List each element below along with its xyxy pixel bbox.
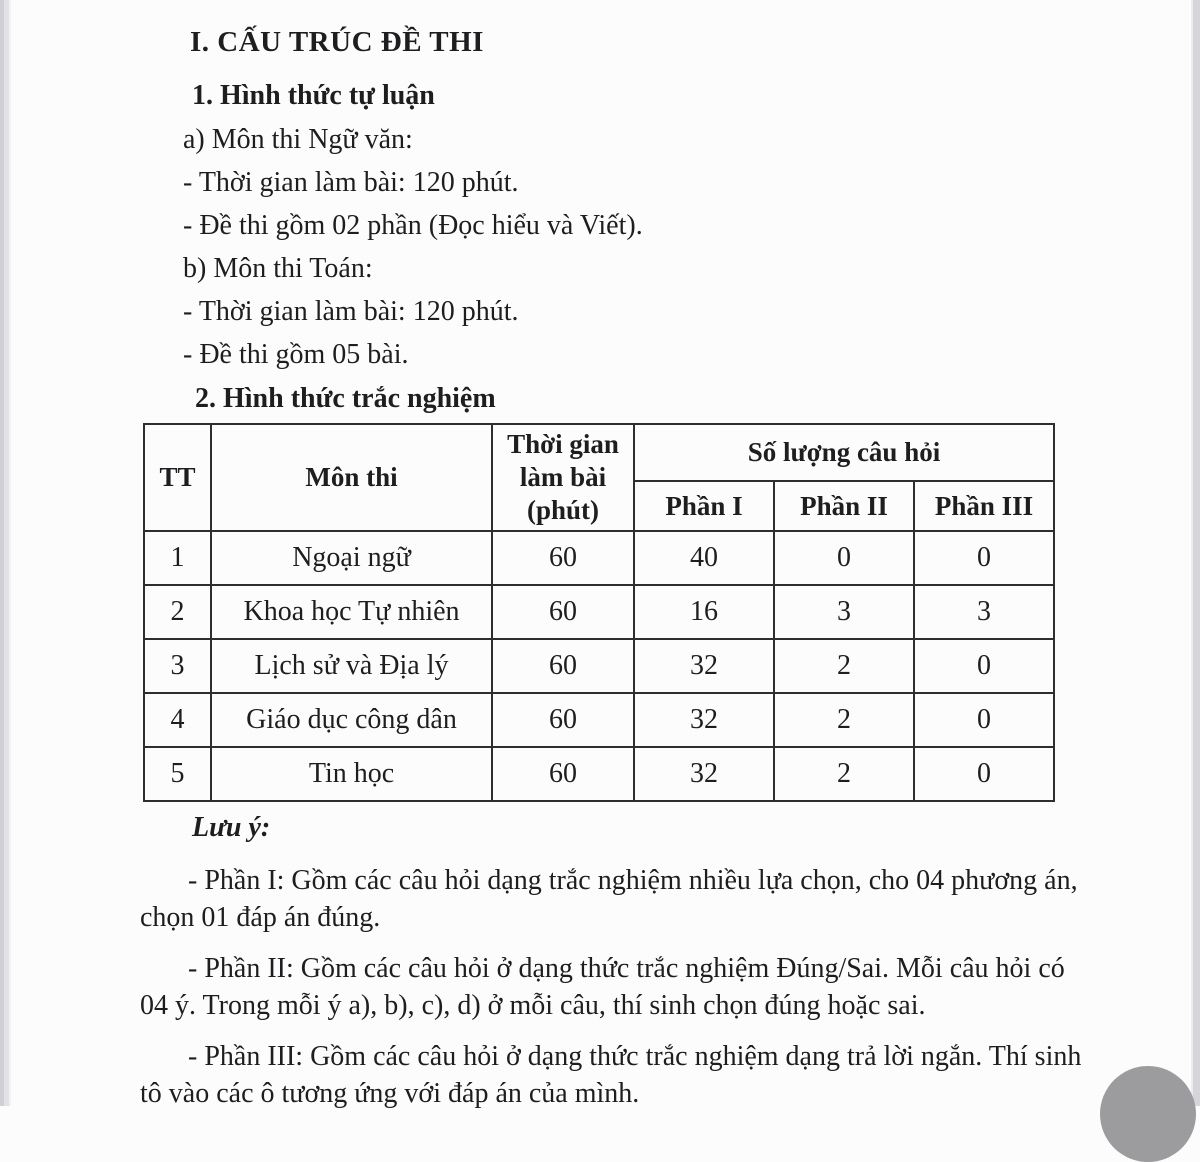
cell-part2: 3 [774,585,914,639]
cell-part1: 32 [634,639,774,693]
cell-part1: 16 [634,585,774,639]
cell-time: 60 [492,747,634,801]
line-subject-literature: a) Môn thi Ngữ văn: [183,124,413,155]
cell-subject: Giáo dục công dân [211,693,492,747]
scan-edge-right [1191,0,1200,1106]
cell-part2: 2 [774,693,914,747]
cell-part3: 0 [914,747,1054,801]
cell-tt: 2 [144,585,211,639]
section1-heading: 1. Hình thức tự luận [192,80,435,111]
cell-tt: 4 [144,693,211,747]
section1-body [183,118,643,376]
table-row [144,747,1054,801]
line-literature-parts: - Đề thi gồm 02 phần (Đọc hiểu và Viết). [183,210,643,241]
table-row [144,639,1054,693]
document-title: I. CẤU TRÚC ĐỀ THI [190,26,484,58]
scan-edge-left [0,0,11,1106]
cell-time: 60 [492,639,634,693]
cell-subject: Khoa học Tự nhiên [211,585,492,639]
note-part3: - Phần III: Gồm các câu hỏi ở dạng thức trắc nghiệm dạng trả lời ngắn. Thí sinh tô vào các ô tương ứng với đáp án của mình. [140,1041,1082,1109]
section2-heading: 2. Hình thức trắc nghiệm [195,383,496,414]
cell-part3: 3 [914,585,1054,639]
cell-time: 60 [492,693,634,747]
notes-section [140,808,1090,1112]
note-part2: - Phần II: Gồm các câu hỏi ở dạng thức trắc nghiệm Đúng/Sai. Mỗi câu hỏi có 04 ý. Trong mỗi ý a), b), c), d) ở mỗi câu, thí sinh chọn đúng hoặc sai. [140,953,1065,1021]
cell-part1: 40 [634,531,774,585]
cell-part2: 2 [774,747,914,801]
cell-part3: 0 [914,639,1054,693]
table-row [144,531,1054,585]
cell-tt: 1 [144,531,211,585]
cell-tt: 3 [144,639,211,693]
col-header-time: Thời gian làm bài (phút) [492,424,634,531]
cell-part1: 32 [634,747,774,801]
exam-structure-table [143,423,1055,802]
cell-part3: 0 [914,531,1054,585]
corner-circle-decoration [1100,1066,1196,1162]
col-header-part3: Phần III [914,481,1054,531]
cell-part2: 0 [774,531,914,585]
cell-part1: 32 [634,693,774,747]
col-header-tt: TT [144,424,211,531]
table-row [144,585,1054,639]
cell-subject: Tin học [211,747,492,801]
cell-time: 60 [492,585,634,639]
cell-subject: Ngoại ngữ [211,531,492,585]
cell-part2: 2 [774,639,914,693]
cell-subject: Lịch sử và Địa lý [211,639,492,693]
notes-heading: Lưu ý: [192,812,271,843]
cell-time: 60 [492,531,634,585]
line-math-problems: - Đề thi gồm 05 bài. [183,339,409,370]
line-literature-duration: - Thời gian làm bài: 120 phút. [183,167,519,198]
col-header-part1: Phần I [634,481,774,531]
col-header-part2: Phần II [774,481,914,531]
cell-tt: 5 [144,747,211,801]
note-part1: - Phần I: Gồm các câu hỏi dạng trắc nghiệm nhiều lựa chọn, cho 04 phương án, chọn 01 đáp án đúng. [140,865,1078,933]
line-subject-math: b) Môn thi Toán: [183,253,373,284]
table-row [144,693,1054,747]
col-header-subject: Môn thi [211,424,492,531]
col-header-question-count: Số lượng câu hỏi [634,424,1054,481]
line-math-duration: - Thời gian làm bài: 120 phút. [183,296,519,327]
cell-part3: 0 [914,693,1054,747]
